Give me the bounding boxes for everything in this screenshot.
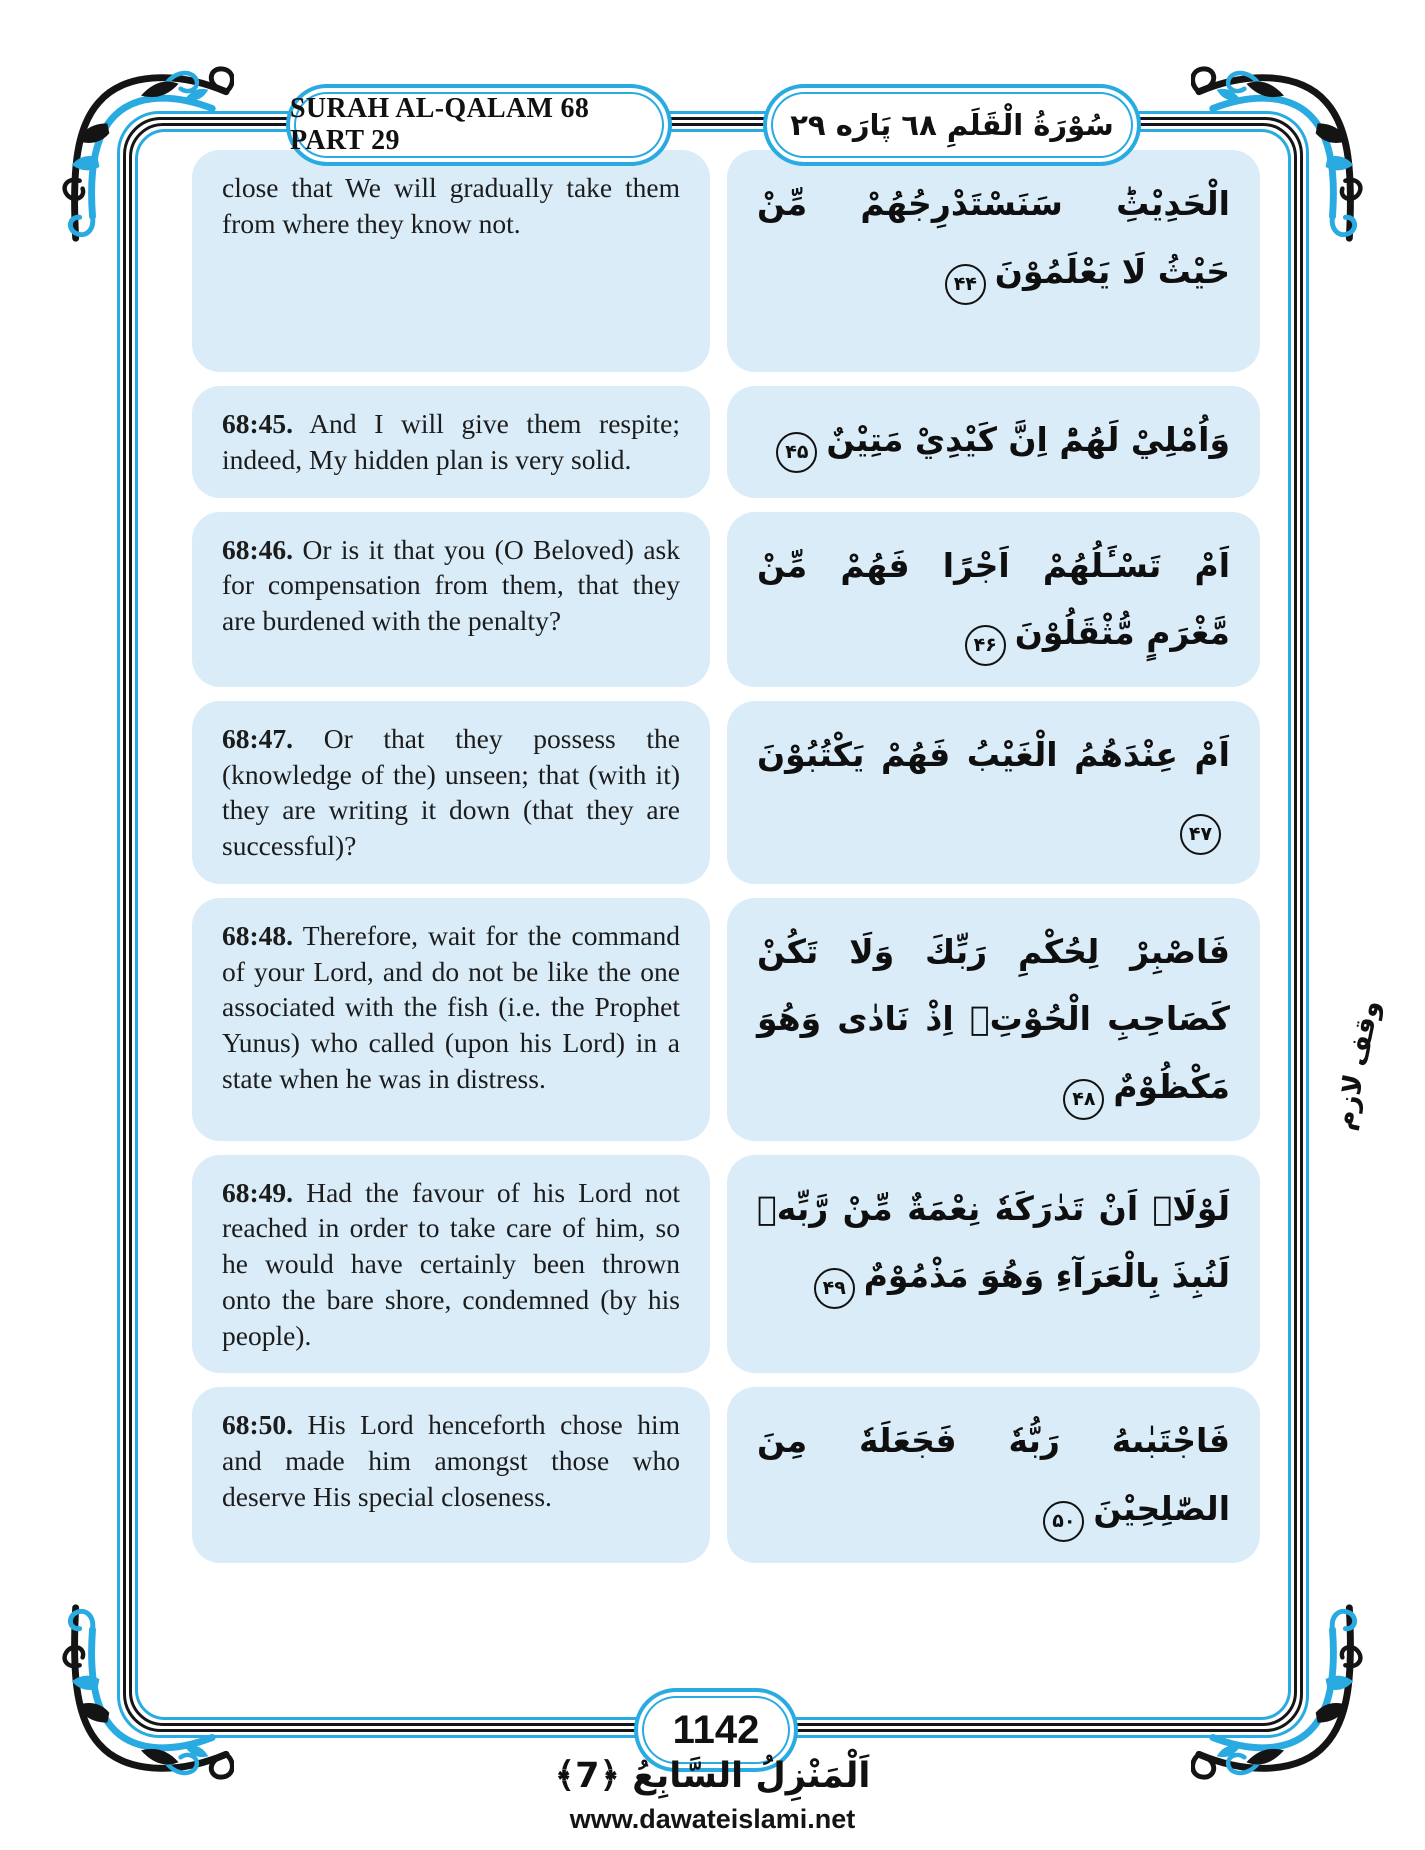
verse-row-45 xyxy=(192,386,1260,498)
ayah-number-badge: ۴۷ xyxy=(1180,814,1221,855)
ayah-number-badge: ۵۰ xyxy=(1043,1501,1084,1542)
arabic-text: لَوْلَاۤ اَنْ تَدٰرَكَهٗ نِعْمَةٌ مِّنْ رَّبِّهٖ لَنُبِذَ بِالْعَرَآءِ وَهُوَ مَذْمُوْمٌ xyxy=(757,1188,1230,1296)
arabic-text: فَاجْتَبٰىهُ رَبُّهٗ فَجَعَلَهٗ مِنَ الصّٰلِحِيْنَ xyxy=(757,1421,1230,1529)
arabic-block-50 xyxy=(727,1387,1260,1562)
verse-row-44 xyxy=(192,150,1260,372)
arabic-block-47 xyxy=(727,701,1260,884)
arabic-text: اَمْ عِنْدَهُمُ الْغَيْبُ فَهُمْ يَكْتُبُوْنَ xyxy=(757,734,1230,774)
translation-block-48 xyxy=(192,898,710,1141)
translation-text: close that We will gradually take them from where they know not. xyxy=(222,172,680,239)
arabic-block-46 xyxy=(727,512,1260,687)
translation-block-50 xyxy=(192,1387,710,1562)
verse-row-49 xyxy=(192,1155,1260,1374)
translation-block-49 xyxy=(192,1155,710,1374)
verse-grid xyxy=(192,150,1260,1577)
website-url: www.dawateislami.net xyxy=(569,1804,856,1834)
arabic-text: اَمْ تَسْـَٔلُهُمْ اَجْرًا فَهُمْ مِّنْ مَّغْرَمٍ مُّثْقَلُوْنَ xyxy=(757,545,1230,653)
verse-row-47 xyxy=(192,701,1260,884)
verse-ref: 68:45. xyxy=(222,408,294,439)
arabic-text: الْحَدِيْثِؕ سَنَسْتَدْرِجُهُمْ مِّنْ حَيْثُ لَا يَعْلَمُوْنَ xyxy=(757,184,1230,291)
translation-text: Therefore, wait for the command of your Lord, and do not be like the one associated with the fish (i.e. the Prophet Yunus) who called (upon his Lord) in a state when he was in distress. xyxy=(222,919,680,1094)
translation-block-45 xyxy=(192,386,710,498)
verse-row-46 xyxy=(192,512,1260,687)
verse-ref: 68:47. xyxy=(222,722,294,754)
verse-row-48 xyxy=(192,898,1260,1141)
arabic-block-44 xyxy=(727,150,1260,372)
page-number: 1142 xyxy=(672,1707,760,1752)
ayah-number-badge: ۴۵ xyxy=(776,432,817,473)
verse-ref: 68:50. xyxy=(222,1409,294,1441)
verse-ref: 68:46. xyxy=(222,533,294,565)
translation-text: His Lord henceforth chose him and made him amongst those who deserve His special closeness. xyxy=(222,1409,680,1512)
waqf-lazim-margin-note: وقف لازم xyxy=(1328,997,1387,1133)
header-title-arabic-label: سُوْرَةُ الْقَلَمِ ٦٨ پَارَه ٢٩ xyxy=(790,108,1114,142)
ayah-number-badge: ۴۶ xyxy=(965,625,1006,666)
arabic-text: فَاصْبِرْ لِحُكْمِ رَبِّكَ وَلَا تَكُنْ كَصَاحِبِ الْحُوْتِۘ اِذْ نَادٰى وَهُوَ مَكْظُوْمٌ xyxy=(757,931,1230,1107)
header-title-english xyxy=(286,84,672,166)
arabic-block-48 xyxy=(727,898,1260,1141)
ayah-number-badge: ۴۹ xyxy=(814,1268,855,1309)
manzil-label: اَلْمَنْزِلُ السَّابِعُ ﴿7﴾ xyxy=(554,1756,871,1796)
translation-text: And I will give them respite; indeed, My hidden plan is very solid. xyxy=(222,408,681,475)
ayah-number-badge: ۴۴ xyxy=(945,264,986,305)
translation-block-47 xyxy=(192,701,710,884)
translation-text: Or that they possess the (knowledge of the) unseen; that (with it) they are writing it down (that they are successful)? xyxy=(222,722,681,862)
verse-ref: 68:48. xyxy=(222,919,294,951)
arabic-block-49 xyxy=(727,1155,1260,1374)
arabic-block-45 xyxy=(727,386,1260,498)
translation-block-44 xyxy=(192,150,710,372)
ayah-number-badge: ۴۸ xyxy=(1063,1079,1104,1120)
header-title-english-label: SURAH AL-QALAM 68 PART 29 xyxy=(290,93,590,156)
translation-block-46 xyxy=(192,512,710,687)
arabic-text: وَاُمْلِيْ لَهُمْؕ اِنَّ كَيْدِيْ مَتِيْنٌ xyxy=(826,420,1230,459)
header-title-arabic xyxy=(763,84,1141,166)
translation-text: Or is it that you (O Beloved) ask for compensation from them, that they are burdened with the penalty? xyxy=(222,533,680,636)
verse-row-50 xyxy=(192,1387,1260,1562)
corner-ornament-top-left xyxy=(46,62,234,250)
corner-ornament-top-right xyxy=(1191,62,1379,250)
translation-text: Had the favour of his Lord not reached in order to take care of him, so he would have certainly been thrown onto the bare shore, condemned (by his people). xyxy=(222,1176,681,1351)
verse-ref: 68:49. xyxy=(222,1176,294,1208)
